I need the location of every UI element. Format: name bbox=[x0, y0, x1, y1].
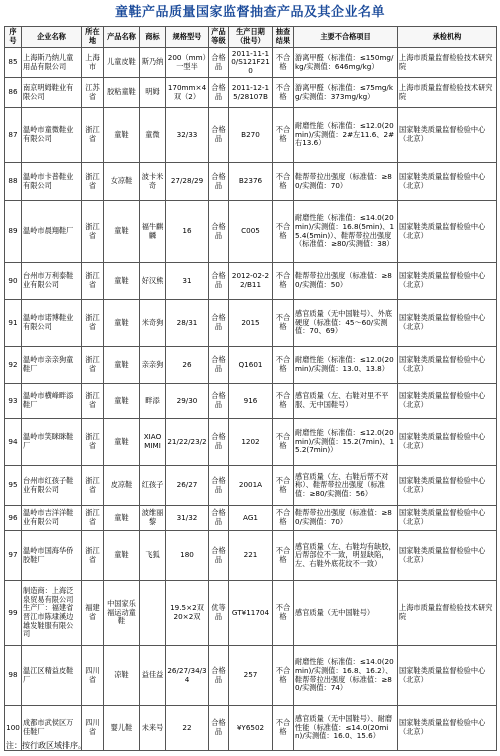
cell-company: 上海斯乃纳儿童用品有限公司 bbox=[22, 48, 82, 78]
table-row bbox=[5, 581, 497, 646]
cell-product: 童鞋 bbox=[104, 506, 140, 531]
cell-issue: 耐磨性能（标准值：≤12.0(20min)/实测值：13.0、13.8） bbox=[294, 347, 398, 384]
cell-product: 童鞋 bbox=[104, 347, 140, 384]
cell-brand: 斯乃纳 bbox=[140, 48, 166, 78]
cell-no: 89 bbox=[5, 201, 22, 263]
cell-grade: 合格品 bbox=[209, 48, 229, 78]
column-header: 规格型号 bbox=[166, 27, 209, 48]
cell-spec: 19.5×2双 20×2双 bbox=[166, 581, 209, 646]
cell-company: 温岭市横峰畔添鞋厂 bbox=[22, 384, 82, 419]
cell-product: 凉鞋 bbox=[104, 646, 140, 706]
table-row bbox=[5, 108, 497, 163]
cell-no: 88 bbox=[5, 163, 22, 201]
cell-result: 不合格 bbox=[273, 163, 294, 201]
column-header: 序号 bbox=[5, 27, 22, 48]
cell-grade: 合格品 bbox=[209, 263, 229, 300]
cell-spec: 180 bbox=[166, 531, 209, 581]
cell-brand bbox=[140, 581, 166, 646]
cell-brand: 飞狐 bbox=[140, 531, 166, 581]
cell-brand: XIAO MIMI bbox=[140, 419, 166, 466]
cell-grade: 合格品 bbox=[209, 201, 229, 263]
cell-issue: 鞋帮带拉出强度（标准值：≥80/实测值：50） bbox=[294, 263, 398, 300]
cell-location: 浙江省 bbox=[82, 466, 104, 506]
table-row bbox=[5, 347, 497, 384]
table-row bbox=[5, 300, 497, 347]
inspection-table bbox=[4, 26, 497, 751]
cell-product: 皮凉鞋 bbox=[104, 466, 140, 506]
cell-brand: 明姆 bbox=[140, 78, 166, 108]
cell-grade: 合格品 bbox=[209, 531, 229, 581]
cell-product: 中国家乐福运动童鞋 bbox=[104, 581, 140, 646]
column-header: 抽查结果 bbox=[273, 27, 294, 48]
cell-company: 温岭市亲亲狗童鞋厂 bbox=[22, 347, 82, 384]
cell-issue: 感官质量（左、右鞋后帮不对称）、鞋帮带拉出强度（标准值：≥80/实测值：56） bbox=[294, 466, 398, 506]
cell-no: 97 bbox=[5, 531, 22, 581]
cell-date: C005 bbox=[229, 201, 273, 263]
cell-product: 童鞋 bbox=[104, 108, 140, 163]
cell-issue: 感官质量（无中国鞋号）、外底硬度（标准值：45～60/实测值：70、69） bbox=[294, 300, 398, 347]
cell-no: 100 bbox=[5, 706, 22, 751]
cell-company: 温岭市卡普鞋业有限公司 bbox=[22, 163, 82, 201]
cell-grade: 合格品 bbox=[209, 78, 229, 108]
cell-grade: 合格品 bbox=[209, 706, 229, 751]
cell-no: 86 bbox=[5, 78, 22, 108]
cell-date: 916 bbox=[229, 384, 273, 419]
cell-no: 98 bbox=[5, 646, 22, 706]
cell-agency: 国家鞋类质量监督检验中心（北京） bbox=[398, 347, 497, 384]
cell-agency: 国家鞋类质量监督检验中心（北京） bbox=[398, 300, 497, 347]
cell-location: 福建省 bbox=[82, 581, 104, 646]
table-row bbox=[5, 384, 497, 419]
cell-result: 不合格 bbox=[273, 581, 294, 646]
cell-brand: 未来号 bbox=[140, 706, 166, 751]
cell-company: 温江区精益皮鞋厂 bbox=[22, 646, 82, 706]
cell-agency: 国家鞋类质量监督检验中心（北京） bbox=[398, 108, 497, 163]
cell-issue: 感官质量（无中国鞋号）、耐磨性能（标准值：≤14.0(20min)/实测值：16.0、15.6） bbox=[294, 706, 398, 751]
cell-no: 90 bbox=[5, 263, 22, 300]
cell-result: 不合格 bbox=[273, 419, 294, 466]
cell-location: 浙江省 bbox=[82, 384, 104, 419]
cell-issue: 鞋帮带拉出强度（标准值：≥80/实测值：70） bbox=[294, 163, 398, 201]
column-header: 企业名称 bbox=[22, 27, 82, 48]
cell-result: 不合格 bbox=[273, 78, 294, 108]
cell-no: 96 bbox=[5, 506, 22, 531]
cell-location: 浙江省 bbox=[82, 163, 104, 201]
cell-issue: 耐磨性能（标准值：≤14.0(20min)/实测值：16.8(5min)、15.4(5min)）、鞋帮带拉出强度（标准值：≥80/实测值：38） bbox=[294, 201, 398, 263]
cell-product: 童鞋 bbox=[104, 201, 140, 263]
cell-grade: 合格品 bbox=[209, 163, 229, 201]
table-body bbox=[5, 48, 497, 751]
cell-product: 女凉鞋 bbox=[104, 163, 140, 201]
cell-date: Q1601 bbox=[229, 347, 273, 384]
cell-brand: 益佳益 bbox=[140, 646, 166, 706]
cell-result: 不合格 bbox=[273, 201, 294, 263]
cell-date: 2011-12-15/28107B bbox=[229, 78, 273, 108]
column-header: 生产日期（批号） bbox=[229, 27, 273, 48]
cell-spec: 26 bbox=[166, 347, 209, 384]
cell-agency: 国家鞋类质量监督检验中心（北京） bbox=[398, 531, 497, 581]
cell-company: 台州市万利泰鞋业有限公司 bbox=[22, 263, 82, 300]
table-row bbox=[5, 466, 497, 506]
table-row bbox=[5, 201, 497, 263]
cell-issue: 游离甲醛（标准值：≤75mg/kg/实测值：373mg/kg） bbox=[294, 78, 398, 108]
column-header: 所在地 bbox=[82, 27, 104, 48]
cell-agency: 国家鞋类质量监督检验中心（北京） bbox=[398, 706, 497, 751]
cell-date: 1202 bbox=[229, 419, 273, 466]
cell-issue: 耐磨性能（标准值：≤12.0(20min)/实测值：2#左11.6、2#右13.6） bbox=[294, 108, 398, 163]
column-header: 产品名称 bbox=[104, 27, 140, 48]
cell-agency: 上海市质量监督检验技术研究院 bbox=[398, 48, 497, 78]
cell-result: 不合格 bbox=[273, 506, 294, 531]
table-row bbox=[5, 163, 497, 201]
column-header: 主要不合格项目 bbox=[294, 27, 398, 48]
table-row bbox=[5, 506, 497, 531]
cell-company: 温岭市吉洋洋鞋业有限公司 bbox=[22, 506, 82, 531]
cell-spec: 200（mm）一型半 bbox=[166, 48, 209, 78]
cell-result: 不合格 bbox=[273, 646, 294, 706]
cell-issue: 游离甲醛（标准值：≤150mg/kg/实测值：646mg/kg） bbox=[294, 48, 398, 78]
cell-no: 85 bbox=[5, 48, 22, 78]
cell-brand: 福牛麒麟 bbox=[140, 201, 166, 263]
cell-location: 浙江省 bbox=[82, 531, 104, 581]
cell-product: 婴儿鞋 bbox=[104, 706, 140, 751]
table-row bbox=[5, 419, 497, 466]
cell-no: 87 bbox=[5, 108, 22, 163]
cell-no: 99 bbox=[5, 581, 22, 646]
cell-result: 不合格 bbox=[273, 108, 294, 163]
cell-result: 不合格 bbox=[273, 384, 294, 419]
cell-agency: 国家鞋类质量监督检验中心（北京） bbox=[398, 263, 497, 300]
cell-result: 不合格 bbox=[273, 706, 294, 751]
cell-agency: 国家鞋类质量监督检验中心（北京） bbox=[398, 466, 497, 506]
cell-spec: 26/27/34/34 bbox=[166, 646, 209, 706]
cell-location: 江苏省 bbox=[82, 78, 104, 108]
cell-grade: 合格品 bbox=[209, 384, 229, 419]
cell-date: 2011-11-10/S121F210 bbox=[229, 48, 273, 78]
cell-grade: 合格品 bbox=[209, 108, 229, 163]
cell-no: 94 bbox=[5, 419, 22, 466]
cell-product: 童鞋 bbox=[104, 300, 140, 347]
cell-result: 不合格 bbox=[273, 263, 294, 300]
cell-spec: 16 bbox=[166, 201, 209, 263]
table-header-row bbox=[5, 27, 497, 48]
cell-company: 温岭市晨翔鞋厂 bbox=[22, 201, 82, 263]
cell-grade: 优等品 bbox=[209, 581, 229, 646]
cell-spec: 31 bbox=[166, 263, 209, 300]
cell-location: 浙江省 bbox=[82, 263, 104, 300]
cell-no: 91 bbox=[5, 300, 22, 347]
cell-grade: 合格品 bbox=[209, 419, 229, 466]
cell-agency: 上海市质量监督检验技术研究院 bbox=[398, 78, 497, 108]
cell-product: 童鞋 bbox=[104, 531, 140, 581]
cell-company: 制造商：上海泛泉贸易有限公司 生产厂：福建省晋江市陈埭溪边雄发鞋服有限公司 bbox=[22, 581, 82, 646]
column-header: 产品等级 bbox=[209, 27, 229, 48]
cell-spec: 22 bbox=[166, 706, 209, 751]
footnote: 注：按行政区域排序。 bbox=[6, 741, 86, 750]
cell-date: 221 bbox=[229, 531, 273, 581]
cell-grade: 合格品 bbox=[209, 466, 229, 506]
cell-product: 童鞋 bbox=[104, 263, 140, 300]
cell-company: 温岭市笑眯眯鞋厂 bbox=[22, 419, 82, 466]
cell-date: AG1 bbox=[229, 506, 273, 531]
cell-result: 不合格 bbox=[273, 466, 294, 506]
cell-brand: 亲亲狗 bbox=[140, 347, 166, 384]
cell-company: 温岭市国海华侨胶鞋厂 bbox=[22, 531, 82, 581]
cell-location: 浙江省 bbox=[82, 300, 104, 347]
cell-product: 童鞋 bbox=[104, 384, 140, 419]
cell-company: 温岭市童微鞋业有限公司 bbox=[22, 108, 82, 163]
cell-date: GT¥11704 bbox=[229, 581, 273, 646]
table-row bbox=[5, 78, 497, 108]
cell-issue: 感官质量（左、右鞋对里不平服、无中国鞋号） bbox=[294, 384, 398, 419]
cell-spec: 27/28/29 bbox=[166, 163, 209, 201]
cell-date: 2012-02-22/B11 bbox=[229, 263, 273, 300]
cell-product: 儿童皮鞋 bbox=[104, 48, 140, 78]
cell-spec: 29/30 bbox=[166, 384, 209, 419]
cell-no: 92 bbox=[5, 347, 22, 384]
cell-location: 浙江省 bbox=[82, 201, 104, 263]
cell-location: 四川省 bbox=[82, 706, 104, 751]
cell-spec: 31/32 bbox=[166, 506, 209, 531]
cell-company: 台州市红孩子鞋业有限公司 bbox=[22, 466, 82, 506]
cell-result: 不合格 bbox=[273, 48, 294, 78]
cell-spec: 170mm×4双（2） bbox=[166, 78, 209, 108]
table-row bbox=[5, 48, 497, 78]
cell-location: 浙江省 bbox=[82, 419, 104, 466]
cell-grade: 合格品 bbox=[209, 300, 229, 347]
cell-date: 257 bbox=[229, 646, 273, 706]
cell-company: 温岭市诺博鞋业有限公司 bbox=[22, 300, 82, 347]
cell-spec: 28/31 bbox=[166, 300, 209, 347]
cell-location: 浙江省 bbox=[82, 108, 104, 163]
cell-spec: 26/27 bbox=[166, 466, 209, 506]
cell-agency: 国家鞋类质量监督检验中心（北京） bbox=[398, 419, 497, 466]
cell-location: 四川省 bbox=[82, 646, 104, 706]
cell-brand: 红孩子 bbox=[140, 466, 166, 506]
cell-spec: 21/22/23/2 bbox=[166, 419, 209, 466]
cell-issue: 感官质量（左、右鞋均有缺胶，后帮部位不一致，明显缺陷，左、右鞋外底花纹不一致） bbox=[294, 531, 398, 581]
cell-agency: 国家鞋类质量监督检验中心（北京） bbox=[398, 646, 497, 706]
cell-agency: 国家鞋类质量监督检验中心（北京） bbox=[398, 163, 497, 201]
cell-no: 95 bbox=[5, 466, 22, 506]
cell-issue: 感官质量（无中国鞋号） bbox=[294, 581, 398, 646]
cell-issue: 耐磨性能（标准值：≤12.0(20min)/实测值：15.2(7min)、15.2(7min)） bbox=[294, 419, 398, 466]
cell-brand: 畔添 bbox=[140, 384, 166, 419]
table-row bbox=[5, 531, 497, 581]
cell-location: 上海市 bbox=[82, 48, 104, 78]
cell-location: 浙江省 bbox=[82, 347, 104, 384]
cell-issue: 耐磨性能（标准值：≤14.0(20min)/实测值：16.8、16.2）、鞋帮带拉出强度（标准值：≥80/实测值：74） bbox=[294, 646, 398, 706]
cell-product: 胶粘童鞋 bbox=[104, 78, 140, 108]
cell-company: 成都市武侯区万佳鞋厂 bbox=[22, 706, 82, 751]
cell-no: 93 bbox=[5, 384, 22, 419]
cell-brand: 米奇狗 bbox=[140, 300, 166, 347]
column-header: 承检机构 bbox=[398, 27, 497, 48]
table-row bbox=[5, 263, 497, 300]
cell-agency: 国家鞋类质量监督检验中心（北京） bbox=[398, 201, 497, 263]
cell-issue: 鞋帮带拉出强度（标准值：≥80/实测值：70） bbox=[294, 506, 398, 531]
cell-date: B270 bbox=[229, 108, 273, 163]
cell-grade: 合格品 bbox=[209, 506, 229, 531]
cell-brand: 波维丽黎 bbox=[140, 506, 166, 531]
cell-brand: 童微 bbox=[140, 108, 166, 163]
cell-location: 浙江省 bbox=[82, 506, 104, 531]
cell-grade: 合格品 bbox=[209, 646, 229, 706]
cell-date: 2001A bbox=[229, 466, 273, 506]
cell-agency: 上海市质量监督检验技术研究院 bbox=[398, 581, 497, 646]
page-title: 童鞋产品质量国家监督抽查产品及其企业名单 bbox=[114, 5, 385, 20]
cell-brand: 波卡米奇 bbox=[140, 163, 166, 201]
cell-agency: 国家鞋类质量监督检验中心（北京） bbox=[398, 506, 497, 531]
cell-result: 不合格 bbox=[273, 300, 294, 347]
cell-brand: 好汉熊 bbox=[140, 263, 166, 300]
cell-company: 南京明姆鞋业有限公司 bbox=[22, 78, 82, 108]
cell-date: B2376 bbox=[229, 163, 273, 201]
cell-date: ¥Y6502 bbox=[229, 706, 273, 751]
cell-spec: 32/33 bbox=[166, 108, 209, 163]
cell-date: 2015 bbox=[229, 300, 273, 347]
cell-result: 不合格 bbox=[273, 347, 294, 384]
cell-result: 不合格 bbox=[273, 531, 294, 581]
table-row bbox=[5, 646, 497, 706]
column-header: 商标 bbox=[140, 27, 166, 48]
cell-grade: 合格品 bbox=[209, 347, 229, 384]
cell-agency: 国家鞋类质量监督检验中心（北京） bbox=[398, 384, 497, 419]
cell-product: 童鞋 bbox=[104, 419, 140, 466]
